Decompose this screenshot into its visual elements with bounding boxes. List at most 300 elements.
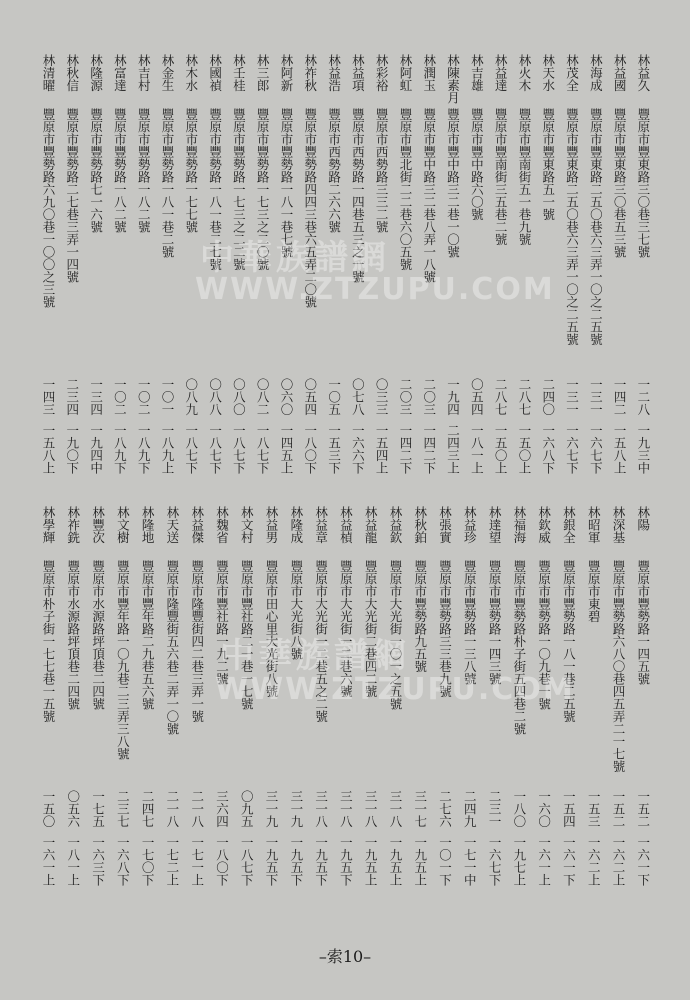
entry-address: 豐原市豐勢路一八二號 [136,108,152,233]
entry-address: 豐原市水源路坪頂巷二四號 [65,560,81,710]
entry-reference [349,374,366,474]
entry-name: 林益達 [493,54,509,92]
entry-address: 豐原市豐勢路一七三之二〇號 [255,108,271,271]
entry-address: 豐原市豐勢路一七七號 [183,108,199,233]
entry-number: 一五〇 [41,790,56,828]
entry-name: 林金生 [159,54,175,92]
entry-number: 一五二 [635,790,651,828]
entry-page: 一六一下 [561,836,577,886]
entry-page: 一八七下 [231,424,247,474]
entry-reference [40,374,57,474]
entry-address: 豐原市西勢路一四巷五三之一號 [350,108,366,283]
entry-address: 豐原市豐勢路一八一巷二號 [159,108,175,258]
entry-name: 林三郎 [255,54,271,92]
entry-address: 豐原市豐勢路一四五號 [635,560,651,685]
entry-reference [164,790,181,886]
entry-page: 一八七下 [239,836,255,886]
entry-address: 豐原市隆豐街四二巷三弄一號 [189,560,205,723]
entry-column [40,54,57,524]
entry-page: 一七一上 [189,836,205,886]
entry-address: 豐原市豐勢路一七三之二二號 [231,108,247,271]
entry-page: 一九五下 [313,836,329,886]
entry-column [114,506,131,886]
entry-page: 一六三下 [90,836,106,886]
entry-column [111,54,128,524]
entry-name: 林文村 [239,506,255,544]
entry-reference [40,790,57,886]
entry-reference [362,790,379,886]
entry-number: 二八七 [493,378,509,416]
entry-name: 林潤玉 [421,54,437,92]
entry-column [461,506,478,886]
entry-page: 一九五上 [412,836,428,886]
bottom-section [40,506,652,886]
entry-number: 二三七 [115,790,131,828]
entry-name: 林益男 [264,506,280,544]
entry-number: 一七五 [90,790,106,828]
entry-number: 〇五四 [469,378,485,416]
entry-reference [288,790,305,886]
entry-page: 一六二上 [586,836,602,886]
entry-number: 〇五六 [65,790,81,828]
entry-page: 一九五下 [338,836,354,886]
entry-reference [326,374,343,474]
entry-address: 豐原市豐勢路七一六號 [88,108,104,233]
entry-reference [445,374,462,474]
entry-number: 一九四 [445,378,461,416]
entry-number: 〇八〇 [231,378,247,416]
entry-reference [90,790,107,886]
entry-name: 林陽 [635,506,651,531]
entry-column [585,506,602,886]
entry-column [278,54,295,524]
entry-column [40,506,57,886]
entry-address: 豐原市大光街二巷四二號 [363,560,379,698]
entry-column [302,54,319,524]
entry-page: 一九七上 [511,836,527,886]
entry-page: 一四二下 [397,424,413,474]
entry-page: 一五八上 [41,424,56,474]
entry-column [64,54,81,524]
entry-page: 一六六下 [350,424,366,474]
entry-name: 林張實 [437,506,453,544]
entry-column [88,54,105,524]
entry-address: 豐原市豐勢路一三八號 [462,560,478,685]
entry-name: 林阿虹 [397,54,413,92]
entry-name: 林魏省 [214,506,230,544]
entry-column [468,54,485,524]
entry-name: 林文樹 [115,506,131,544]
entry-address: 豐原市豐中路三二巷八弄一八號 [421,108,437,283]
entry-column [230,54,247,524]
entry-address: 豐原市水源路坪頂巷二四號 [90,560,106,710]
entry-reference [373,374,390,474]
entry-address: 豐原市西勢路二六六號 [326,108,342,233]
entry-number: 〇五四 [302,378,318,416]
entry-address: 豐原市大光街八號 [288,560,304,660]
entry-number: 一六〇 [536,790,552,828]
entry-name: 林益章 [313,506,329,544]
entry-name: 林銀全 [561,506,577,544]
entry-number: 一八〇 [511,790,527,828]
entry-column [437,506,454,886]
entry-page: 一八一上 [65,836,81,886]
entry-name: 林木水 [183,54,199,92]
entry-name: 林天送 [164,506,180,544]
entry-column [164,506,181,886]
entry-page: 一九五上 [387,836,403,886]
entry-page: 一九〇下 [64,424,80,474]
entry-address: 豐原市豐勢路一八一巷七號 [278,108,294,258]
entry-reference [64,374,81,474]
entry-page: 一六七下 [588,424,604,474]
entry-address: 豐原市豐南街五一巷九號 [516,108,532,246]
entry-address: 豐原市西勢路三三二號 [374,108,390,233]
entry-name: 林益浩 [326,54,342,92]
entry-number: 二一八 [189,790,205,828]
entry-reference [313,790,330,886]
entry-column [90,506,107,886]
entry-name: 林國禎 [207,54,223,92]
entry-number: 一五三 [586,790,602,828]
entry-address: 豐原市大光街一〇一之五號 [387,560,403,710]
entry-number: 二七六 [437,790,453,828]
entry-name: 林益傑 [189,506,205,544]
entry-page: 一六一上 [41,836,56,886]
entry-column [263,506,280,886]
entry-page: 一六一下 [635,836,651,886]
entry-reference [189,790,206,886]
entry-number: 一三一 [588,378,604,416]
entry-reference [412,790,429,886]
entry-page: 一八九下 [112,424,128,474]
entry-name: 林天水 [540,54,556,92]
entry-page: 一六七下 [487,836,503,886]
entry-address: 豐原市大光街一二巷六號 [338,560,354,698]
entry-address: 豐原市豐東路二五〇巷六三弄一〇之二五號 [564,108,580,346]
entry-page: 一八〇下 [214,836,230,886]
entry-number: 二三一 [487,790,503,828]
entry-reference [461,790,478,886]
entry-number: 一三一 [564,378,580,416]
entry-number: 三一八 [338,790,354,828]
entry-number: 〇六〇 [278,378,294,416]
entry-reference [213,790,230,886]
entry-number: 三一八 [387,790,403,828]
entry-column [635,506,652,886]
entry-page: 一五八上 [612,424,628,474]
entry-page: 一六八下 [115,836,131,886]
entry-name: 林隆成 [288,506,304,544]
entry-page: 一〇一下 [437,836,453,886]
entry-address: 豐原市豐勢路一四三號 [487,560,503,685]
entry-column [387,506,404,886]
entry-reference [611,374,628,474]
watermark-bottom-url: WWW.ZTZUPU.COM [215,672,575,707]
entry-number: 一五四 [561,790,577,828]
entry-column [189,506,206,886]
entry-number: 〇八八 [207,378,223,416]
entry-address: 豐原市豐東路三〇巷三七號 [635,108,651,258]
entry-address: 豐原市豐勢路一八一巷二七號 [207,108,223,271]
entry-name: 林陳素月 [445,54,461,104]
entry-number: 〇八二 [255,378,271,416]
entry-address: 豐原市豐勢路三三巷九號 [437,560,453,698]
entry-reference [387,790,404,886]
entry-page: 一八七下 [207,424,223,474]
entry-column [159,54,176,524]
entry-column [373,54,390,524]
entry-number: 一〇二 [136,378,152,416]
entry-reference [238,790,255,886]
entry-name: 林昭軍 [586,506,602,544]
entry-number: 〇三三 [374,378,390,416]
entry-name: 林祚秋 [302,54,318,92]
entry-column [183,54,200,524]
entry-name: 林富達 [112,54,128,92]
entry-column [492,54,509,524]
entry-number: 二四〇 [540,378,556,416]
entry-column [445,54,462,524]
entry-reference [486,790,503,886]
page-number: –索10– [318,947,372,966]
entry-number: 二四七 [140,790,156,828]
entry-reference [564,374,581,474]
entry-reference [88,374,105,474]
entry-name: 林益龍 [363,506,379,544]
entry-name: 林益項 [350,54,366,92]
entry-reference [254,374,271,474]
entry-number: 二四九 [462,790,478,828]
entry-name: 林吉雄 [469,54,485,92]
entry-number: 二〇三 [397,378,413,416]
entry-page: 一七一中 [462,836,478,886]
entry-number: 一二八 [635,378,651,416]
entry-name: 林火木 [516,54,532,92]
entry-column [238,506,255,886]
entry-page: 一四二下 [421,424,437,474]
entry-column [139,506,156,886]
entry-reference [587,374,604,474]
entry-page: 一九五下 [264,836,280,886]
entry-page: 一五四上 [374,424,390,474]
entry-address: 豐原市豐東路五一號 [540,108,556,221]
entry-column [536,506,553,886]
entry-name: 林祚銑 [65,506,81,544]
entry-page: 一八九下 [136,424,152,474]
entry-column [313,506,330,886]
entry-name: 林益國 [612,54,628,92]
entry-name: 林益欽 [387,506,403,544]
entry-column [564,54,581,524]
entry-address: 豐原市豐年路一〇九巷二三弄三八號 [115,560,131,760]
entry-reference [560,790,577,886]
entry-page: 一七〇下 [140,836,156,886]
entry-number: 〇七八 [350,378,366,416]
entry-name: 林益楨 [338,506,354,544]
entry-reference [230,374,247,474]
entry-reference [437,790,454,886]
entry-page: 二四三上 [445,424,461,474]
entry-reference [65,790,82,886]
entry-number: 一〇一 [159,378,175,416]
entry-name: 林阿新 [278,54,294,92]
entry-number: 三一八 [363,790,379,828]
entry-number: 一四二 [612,378,628,416]
entry-column [560,506,577,886]
entry-reference [114,790,131,886]
entry-name: 林達望 [487,506,503,544]
entry-name: 林欽威 [536,506,552,544]
top-section [40,54,652,524]
entry-column [362,506,379,886]
entry-name: 林壬桂 [231,54,247,92]
entry-address: 豐原市豐北街二二巷六〇五號 [397,108,413,271]
entry-number: 一三四 [88,378,104,416]
entry-column [486,506,503,886]
entry-number: 一〇二 [112,378,128,416]
entry-address: 豐原市豐勢路二七巷三弄一四號 [64,108,80,283]
entry-address: 豐原市大光街一二巷五之二號 [313,560,329,723]
entry-reference [397,374,414,474]
entry-number: 二三四 [64,378,80,416]
entry-name: 林海成 [588,54,604,92]
entry-reference [635,374,652,474]
entry-address: 豐原市豐東路二五〇巷六三弄一〇之二五號 [588,108,604,346]
entry-reference [468,374,485,474]
entry-number: 三六四 [214,790,230,828]
entry-reference [635,790,652,886]
entry-address: 豐原市東碧 [586,560,602,623]
entry-number: 三一九 [288,790,304,828]
entry-address: 豐原市豐勢路九五號 [412,560,428,673]
entry-page: 一六一上 [536,836,552,886]
entry-address: 豐原市豐勢路四四三巷六五弄二〇號 [302,108,318,308]
entry-name: 林清曜 [41,54,56,92]
entry-column [540,54,557,524]
entry-reference [207,374,224,474]
entry-column [516,54,533,524]
entry-column [610,506,627,886]
entry-address: 豐原市豐社路一九二號 [214,560,230,685]
entry-name: 林秋信 [64,54,80,92]
entry-reference [540,374,557,474]
entry-address: 豐原市豐勢路一〇九巷一號 [536,560,552,710]
entry-page: 一九四中 [88,424,104,474]
entry-page: 一八七下 [255,424,271,474]
entry-page: 一九三中 [635,424,651,474]
entry-page: 一八一上 [469,424,485,474]
entry-address: 豐原市豐社路二一巷一七號 [239,560,255,710]
entry-name: 林隆地 [140,506,156,544]
entry-page: 一六二上 [610,836,626,886]
entry-name: 林吉村 [136,54,152,92]
entry-page: 一七二上 [164,836,180,886]
entry-page: 一九五下 [288,836,304,886]
entry-column [65,506,82,886]
entry-address: 豐原市豐勢路六九〇巷一〇〇之三號 [41,108,56,308]
entry-number: 三一七 [412,790,428,828]
entry-reference [278,374,295,474]
entry-reference [421,374,438,474]
entry-reference [337,790,354,886]
entry-page: 一八九上 [159,424,175,474]
entry-address: 豐原市豐南街三五巷二號 [493,108,509,246]
entry-name: 林茂全 [564,54,580,92]
watermark-top-url: WWW.ZTZUPU.COM [195,272,555,307]
entry-reference [159,374,176,474]
entry-address: 豐原市豐中路三二巷一〇號 [445,108,461,258]
entry-column [635,54,652,524]
entry-address: 豐原市豐勢路一八一巷二五號 [561,560,577,723]
entry-column [421,54,438,524]
entry-column [511,506,528,886]
entry-address: 豐原市豐勢路六八〇巷四五弄二一七號 [610,560,626,773]
entry-column [254,54,271,524]
entry-column [213,506,230,886]
entry-column [326,54,343,524]
entry-name: 林福海 [511,506,527,544]
entry-page: 一六七下 [564,424,580,474]
entry-number: 〇九五 [239,790,255,828]
entry-address: 豐原市田心里大光街八號 [264,560,280,698]
entry-address: 豐原市豐勢路朴子街五四巷二號 [511,560,527,735]
entry-reference [610,790,627,886]
entry-name: 林隆源 [88,54,104,92]
entry-address: 豐原市隆豐街五六巷二弄一〇號 [164,560,180,735]
entry-reference [516,374,533,474]
entry-page: 一九五上 [363,836,379,886]
entry-name: 林秋鉑 [412,506,428,544]
entry-address: 豐原市豐東路三〇巷五三號 [612,108,628,258]
entry-column [207,54,224,524]
entry-number: 一四三 [41,378,56,416]
entry-column [611,54,628,524]
entry-page: 一五〇上 [493,424,509,474]
entry-page: 一六八下 [540,424,556,474]
entry-address: 豐原市朴子街一七七巷一五號 [41,560,56,723]
entry-page: 一五〇上 [516,424,532,474]
entry-reference [536,790,553,886]
entry-reference [139,790,156,886]
entry-reference [302,374,319,474]
entry-reference [263,790,280,886]
entry-column [337,506,354,886]
entry-column [349,54,366,524]
entry-address: 豐原市豐中路六〇號 [469,108,485,221]
entry-name: 林彩裕 [374,54,390,92]
entry-reference [585,790,602,886]
entry-number: 一〇五 [326,378,342,416]
entry-column [587,54,604,524]
entry-address: 豐原市豐年路二九巷五六號 [140,560,156,710]
entry-address: 豐原市豐勢路一八二號 [112,108,128,233]
entry-reference [511,790,528,886]
entry-name: 林益久 [635,54,651,92]
watermark-top-chinese: 中華族譜網 [200,238,390,278]
entry-number: 二〇三 [421,378,437,416]
entry-column [135,54,152,524]
entry-reference [135,374,152,474]
entry-reference [492,374,509,474]
watermark-bottom-chinese: 中華族譜網 [220,636,410,676]
entry-page: 一四五上 [278,424,294,474]
entry-reference [183,374,200,474]
entry-name: 林學輝 [41,506,56,544]
entry-name: 林深基 [610,506,626,544]
entry-page: 一八七下 [183,424,199,474]
entry-name: 林豐次 [90,506,106,544]
